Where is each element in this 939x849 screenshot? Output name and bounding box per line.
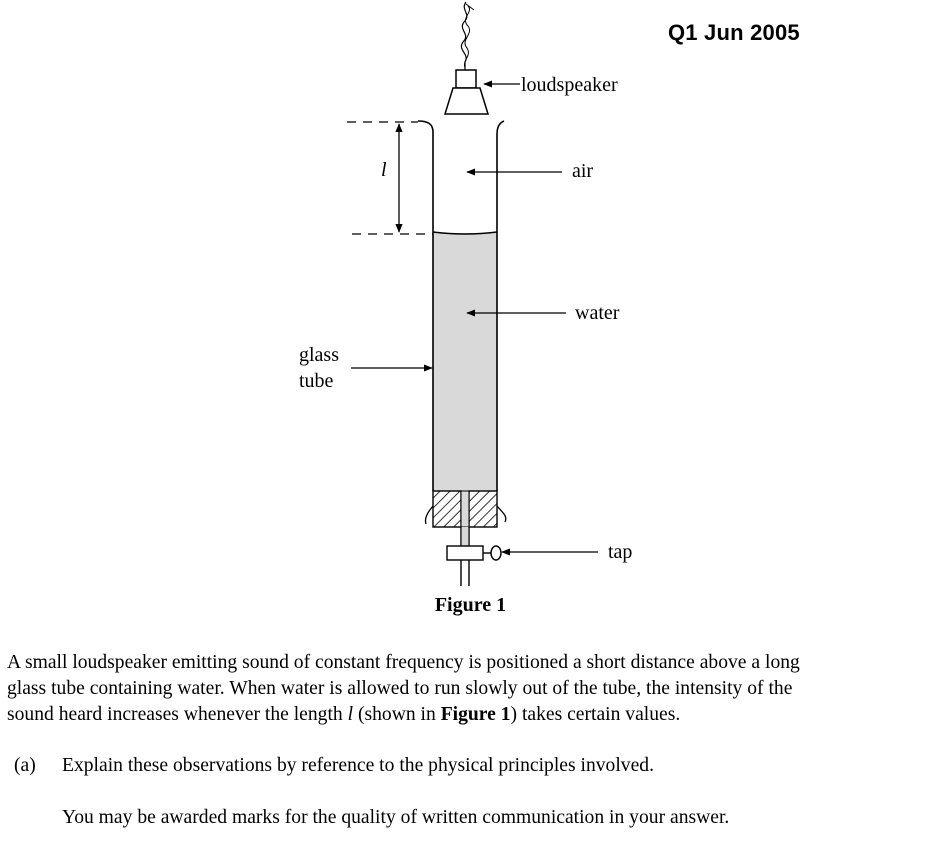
water-label: water [575,302,620,324]
water-column [433,233,497,491]
tube-lip-left [425,506,433,524]
intro-line-3-start: sound heard increases whenever the length [7,704,348,725]
tube-left-wall [418,121,433,491]
part-a-note: You may be awarded marks for the quality of written communication in your answer. [62,807,730,828]
intro-line-3-middle: (shown in [353,704,441,725]
question-reference: Q1 Jun 2005 [668,20,800,45]
question-intro [7,650,932,728]
tube-lip-right [497,506,506,522]
glass-tube-label-line2: tube [299,370,334,392]
part-a-marker: (a) [14,755,36,776]
bung-channel [461,491,469,527]
intro-line-1: A small loudspeaker emitting sound of constant frequency is positioned a short distance above a long [7,652,800,673]
figure-caption: Figure 1 [434,594,507,616]
tap-body [447,546,483,560]
loudspeaker-label: loudspeaker [521,74,618,96]
part-a [14,753,654,779]
bung-left [433,491,461,527]
tap-label: tap [608,541,633,563]
length-label: l [381,159,387,181]
air-label: air [572,160,594,182]
part-a-text: Explain these observations by reference to the physical principles involved. [62,755,654,776]
tap-handle [491,546,501,560]
figure-reference: Figure 1 [440,704,511,725]
intro-line-2: glass tube containing water. When water is allowed to run slowly out of the tube, the intensity of the [7,678,793,699]
glass-tube-label-line1: glass [299,344,339,366]
bung-right [469,491,497,527]
outlet-pipe-fill [462,527,469,546]
tube-right-wall [497,121,504,491]
length-variable: l [347,704,354,725]
intro-line-3-end: ) takes certain values. [510,704,681,725]
loudspeaker-magnet [456,70,476,88]
loudspeaker-cone [445,88,488,114]
intro-line-3 [7,702,932,728]
